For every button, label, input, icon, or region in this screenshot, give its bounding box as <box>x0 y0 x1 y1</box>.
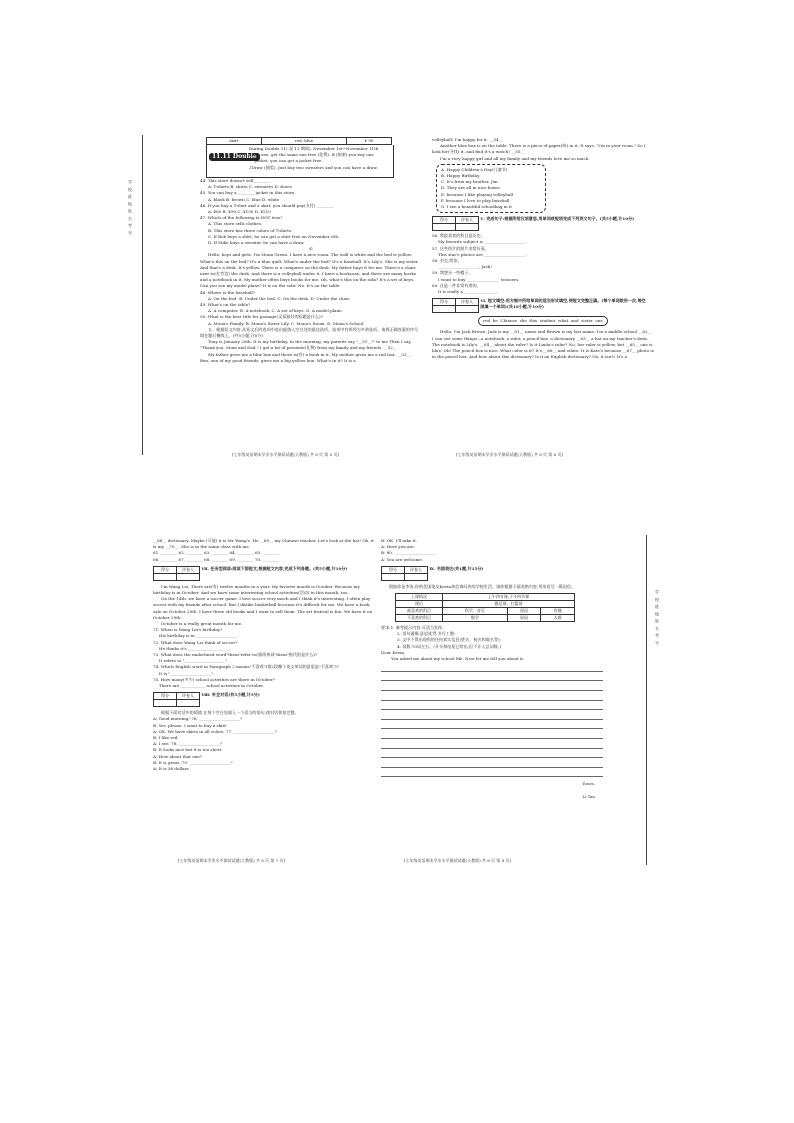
page-footer: [七年级英语期末学业水平测试试题(人教版) 共 8 页 第 8 页] <box>404 858 511 863</box>
grader-cell[interactable] <box>456 306 479 313</box>
dialog-line: B: I like red. <box>153 735 179 741</box>
table-cell: 最喜欢的科目 <box>396 608 443 615</box>
salutation: Dear Kevin, <box>381 649 406 655</box>
score-label: 得分 <box>433 299 456 306</box>
grader-label: 评卷人 <box>177 693 200 700</box>
writing-line[interactable] <box>381 710 603 720</box>
requirement-line: 要求:1. 参考提示内容,可适当发挥; <box>381 625 444 631</box>
paragraph: I'm a very happy girl and all my family and my friends love me so much. <box>440 155 590 161</box>
grader-label: 评卷人 <box>177 566 200 573</box>
cloze-passage: Tony is January 20th. It is my birthday. In the morning, my parents say "__51__!" to me Then I say, "Thank you, Mum and Dad." I get a lot of presents(礼物) from my family and my friends. __52__ <box>200 339 412 351</box>
answer-line[interactable]: His birthday is in ____________________. <box>159 633 239 639</box>
info-table <box>395 593 575 622</box>
option-line: C. If Bob buys a shirt, he can get a shirt free on November 6th. <box>208 233 340 239</box>
instructions: 假如你是李涛,你的美国笔友Kevin来信询问你的学校生活。请你根据下面表格内容,用英语写一篇回信。 <box>389 583 576 589</box>
section-header <box>432 216 654 231</box>
promo-badge: 11.11 Double <box>209 153 260 161</box>
question-line: 74. Which English word in Paragraph 2 means"不喜欢"(第2段哪个英文单词的意思是"不喜欢")? <box>153 664 339 670</box>
question-line: 48. Where is the baseball? <box>200 289 255 295</box>
section-title: Ⅶ. 任务型阅读:阅读下面短文,根据短文内容,完成下列各题。(共5小题,计10分) <box>201 565 348 571</box>
section-title: Ⅴ. 完成句子:根据所给汉语意思,用单词或短语完成下列英文句子。(共5小题,计10分) <box>480 216 635 222</box>
option-item: G. I see a beautiful schoolbag in it <box>441 204 512 210</box>
score-label: 得分 <box>154 693 177 700</box>
grader-cell[interactable] <box>177 700 200 707</box>
closing: Yours, <box>582 781 595 787</box>
grader-cell[interactable] <box>177 573 200 580</box>
table-cell: 上课情况 <box>396 594 443 601</box>
grader-cell[interactable] <box>456 224 479 231</box>
writing-line[interactable] <box>381 729 603 739</box>
paragraph: I'm Wang Lei. There are(有) twelve months in a year. My favorite month is October. Because my birthday is in October. And we have some interesting school activities(活动) in this month, too. <box>153 583 360 596</box>
binding-margin-label: 学 校 班 级 姓 名 考 号 <box>655 590 660 646</box>
opening-line: You asked me about my school life. Now let me tell you about it. <box>391 656 525 662</box>
item-line: 58. 杰克,给你。 <box>432 258 462 264</box>
question-line: 72. What does Wang Lei think of soccer? <box>153 639 238 645</box>
promo-line: During Double 11( 双 11 期间), November 1st~November 11th <box>249 146 379 151</box>
table-cell: 课后 <box>396 601 443 608</box>
answer-line[interactable]: It is "____________________". <box>159 670 215 676</box>
question-line: 46. If you buy a T-shirt and a skirt, you should pay(支付) ________. <box>200 202 335 208</box>
option-item: E. because I like playing volleyball <box>441 191 513 197</box>
dialog-line: A: Here you are. <box>381 544 416 550</box>
section-header <box>381 566 609 581</box>
dialog-line[interactable]: A: I see. 78. ____________________? <box>153 741 223 747</box>
answer-line[interactable]: It refers to "____________________". <box>159 658 229 664</box>
page-6 <box>432 137 654 447</box>
score-cell[interactable] <box>433 224 456 231</box>
writing-line[interactable] <box>381 758 603 768</box>
answer-line[interactable]: There are ____________ school activities in October. <box>159 683 264 689</box>
page-footer: [七年级英语期末学业水平测试试题(人教版) 共 8 页 第 5 页] <box>232 452 339 457</box>
writing-line[interactable] <box>381 749 603 759</box>
dialog-line: B: It looks nice but it is too short. <box>153 747 223 753</box>
table-cell: 踢足球、打篮球 <box>443 601 575 608</box>
page-8 <box>381 538 609 856</box>
answer-line[interactable]: ____________________, Jack! <box>438 264 493 270</box>
table-cell: 太难 <box>541 615 575 622</box>
score-cell[interactable] <box>154 573 177 580</box>
table-cell: red, blue <box>262 138 347 145</box>
table-cell: 不喜欢的科目 <box>396 615 443 622</box>
text-line: __68__ dictionary. Maybe (可能) it is Mr Wang's. He __69__ my Chinese teacher. Let's look at the hat! Oh, it is my __70__. She is in the same class with me. <box>153 538 374 550</box>
section-header <box>153 692 375 707</box>
passage-c: Hello, boys and girls. I'm Mona Green. I have a nice room. The wall is white and the bed is yellow. What's this on the bed? It's a blue quilt. What's under the bed? It's a baseball. It's Lily's. She is my sister. And that's a desk. It's yellow. There is a computer on the desk. My father buys it for me. There's a chair next to(在旁边) the desk. And there is a volleyball under it. I have a bookcase, and there are many books and a notebook in it. My mother often buys books for me. Oh, what's this on the sofa? It's a set of keys. Can you see my model plane? It is on the sofa! No. It's on the table. <box>200 252 419 289</box>
page-5 <box>200 137 422 447</box>
table-cell: 原因 <box>507 608 541 615</box>
option-line: A. A computer. B. A notebook. C. A set of keys. D. A model plane. <box>208 308 343 314</box>
writing-line[interactable] <box>381 662 603 672</box>
answer-line[interactable]: He thinks it's ____________________. <box>159 645 231 651</box>
option-item: A. Happy Children's Day(儿童节) <box>441 166 508 172</box>
paragraph: On the 14th, we have a soccer game. I love soccer very much and I think it's interesting. I often play soccer with my friends after school. But I dislike basketball because it's difficult for me. We have a book sale on October 20th. I have three old books and I want to sell them. The art festival is fun. We have it on October 29th. <box>153 596 373 620</box>
writing-line[interactable] <box>381 681 603 691</box>
page-footer: [七年级英语期末学业水平测试试题(人教版) 共 8 页 第 6 页] <box>456 452 563 457</box>
option-line: A. This store sells clothes. <box>208 221 263 227</box>
cloze-passage: My father gives me a blue box and there is(有) a book in it. My mother gives me a red box. __53__. Ben, one of my good friends, gives me a big yellow box. What's in it? It is a <box>200 351 412 363</box>
writing-line[interactable] <box>381 672 603 682</box>
option-item: F. because I love to play baseball <box>441 197 510 203</box>
score-label: 得分 <box>433 217 456 224</box>
question-line: 75. How many(多少) school activities are there in October? <box>153 676 275 682</box>
page-footer: [七年级英语期末学业水平测试试题(人教版) 共 8 页 第 7 页] <box>178 858 285 863</box>
option-item: B. Happy Birthday <box>441 173 480 179</box>
table-cell: 原因 <box>507 615 541 622</box>
option-line: A. Mona's Family. B. Mona's Sister Lily. C. Mona's Room. D. Mona's School. <box>208 320 365 326</box>
table-cell: 上午四节课;下午四节课 <box>443 594 575 601</box>
item-line: 57. 这些图片的照片非常好看。 <box>432 245 489 251</box>
answer-row[interactable]: 61. ________ 62. ________ 63. ________ 64. ________ 65. ________ <box>153 550 280 556</box>
item-line: 56. 我最喜欢的科目是历史。 <box>432 233 485 239</box>
answer-line[interactable]: I want to buy ________________ trousers. <box>438 276 520 282</box>
writing-line[interactable] <box>381 701 603 711</box>
question-line: 47. Which of the following is NOT true? <box>200 215 283 221</box>
table-cell: skirt <box>207 138 262 145</box>
answer-line[interactable]: This star's photos are ____________________. <box>438 251 527 257</box>
dialog-line: B: Yes, please. I want to buy a skirt. <box>153 722 228 728</box>
option-line: D. If Mike buys a sweater, he can have a draw. <box>208 240 305 246</box>
option-line: A. T-shirts B. shirts C. sweaters D. shoes <box>208 184 292 190</box>
table-cell: 数学 <box>443 615 508 622</box>
paragraph: October is a really great month for me. <box>161 621 243 627</box>
dialog-line[interactable]: A: OK. We have skirts in all colors. 77. ____________________? <box>153 728 278 734</box>
writing-line[interactable] <box>381 739 603 749</box>
score-label: 得分 <box>382 566 405 573</box>
paragraph: Another blue box is on the table. There is a piece of paper(纸) in it. It says, "I'm in your room." So I look for(寻找) it, and find it's a watch! __55__ <box>432 143 646 155</box>
grader-label: 评卷人 <box>456 217 479 224</box>
writing-line[interactable] <box>381 720 603 730</box>
option-line: A. ¥60 B. ¥90 C. ¥150 D. ¥210 <box>208 209 271 215</box>
section-header <box>432 298 654 313</box>
score-box <box>381 566 428 581</box>
question-line: 45. You can buy a ________ jacket in this store. <box>200 190 296 196</box>
score-label: 得分 <box>154 566 177 573</box>
table-cell: 科学、音乐 <box>443 608 508 615</box>
item-line: 60. 这是一件非常有用的。 <box>432 282 481 288</box>
writing-area[interactable] <box>381 662 603 777</box>
dialog-line: A: How about that one? <box>153 753 202 759</box>
section-title: Ⅵ. 短文填空:用方框中所给单词的适当形式填空,使短文完整正确。(每个单词限用一次,每空限填一个单词)(共10小题,计10分) <box>480 298 646 310</box>
option-line: B. This store has three colors of T-shirts. <box>208 227 293 233</box>
question-line: 73. What does the underlined word"them"refer to(画线单词"them"指代的是什么)? <box>153 652 318 658</box>
passage: Hello, I'm Jack Brown. Jack is my __61__ name and Brown is my last name. I'm a middle school __62__. I can see some things—a notebook, a ruler, a pencil box, a dictionary __63__ a hat on my teacher's desk. The notebook is Lily's. __64__ about the ruler? Is it Linda's ruler? No, her ruler is yellow, but __65__ one is blue. Oh! The pencil box is nice. What color is it? It's __66__ and white. It is Kate's because __67__ photo is in the pencil box. And how about this dictionary? Is it an English dictionary? No, it isn't! It's a <box>432 329 654 360</box>
option-line: A. On the bed. B. Under the bed. C. On the desk. D. Under the chair. <box>208 295 351 301</box>
section-title: Ⅸ. 书面表达(共1题,计15分) <box>429 565 484 571</box>
product-table <box>206 137 392 145</box>
grader-label: 评卷人 <box>405 566 428 573</box>
answer-line[interactable]: My favorite subject is ____________________. <box>438 239 527 245</box>
score-cell[interactable] <box>154 700 177 707</box>
option-item: C. It's from my brother, Jim <box>441 179 498 185</box>
score-cell[interactable] <box>433 306 456 313</box>
binding-margin <box>142 135 143 455</box>
table-cell: 有趣 <box>541 608 575 615</box>
score-box <box>432 298 479 313</box>
cloze-instructions: 五、根据短文内容,从短文后的选项中选出能填入空白处的最佳选项。选项中有两项为多余选项。请将正确答案的序号填在题后横线上。(共5小题,计5分) <box>200 326 419 339</box>
binding-margin <box>646 535 647 865</box>
grader-cell[interactable] <box>405 573 428 580</box>
word-box: red be Chinese she this student what and sister one <box>478 316 608 326</box>
section-header <box>153 566 375 581</box>
dialog-line: B: OK. I'll take it. <box>381 538 417 543</box>
section-c-label: C <box>309 246 313 252</box>
text-line: volleyball! I'm happy for it. __54__ <box>432 137 503 142</box>
binding-margin-label: 学 校 班 级 姓 名 考 号 <box>128 180 133 236</box>
score-box <box>432 216 479 231</box>
writing-line[interactable] <box>381 768 603 778</box>
writing-line[interactable] <box>381 691 603 701</box>
requirement-line: 2. 语句通顺,意思连贯,书写工整; <box>397 631 456 637</box>
score-box <box>153 692 200 707</box>
instructions: 根据下面对话中的情境,在每个空白处填入一个适当的语句,使对话恢复完整。 <box>161 710 299 716</box>
dialog-line: A: It is 36 dollars. <box>153 766 190 772</box>
option-line: A. black B. brown C. blue D. white <box>208 196 280 202</box>
answer-row[interactable]: 66. ________ 67. ________ 68. ________ 69. ________ 70. ________ <box>153 556 280 562</box>
requirement-line: 4. 词数:70词左右。(开头和结尾已给出,但不计入总词数。) <box>397 643 502 649</box>
question-line: 71. When is Wang Lei's birthday? <box>153 627 223 633</box>
question-line: 50. What is the best title for passage(文章最好的标题是什么)? <box>200 314 323 320</box>
promo-block <box>206 145 394 178</box>
question-line: 49. What's on the table? <box>200 302 251 308</box>
question-line: 44. This store doesn't sell________. <box>200 178 271 183</box>
dialog-line: A: You are welcome. <box>381 556 424 562</box>
options-box <box>436 164 546 213</box>
score-box <box>153 566 200 581</box>
grader-label: 评卷人 <box>456 299 479 306</box>
section-title: Ⅷ. 补全对话(共5小题,计5分) <box>201 692 260 698</box>
requirement-line: 3. 文中不得出现你的任何真实信息(姓名、校名和地名等); <box>397 637 501 643</box>
dialog-line[interactable]: B: 80. ____________________. <box>381 550 437 556</box>
dialog-line[interactable]: B: It is great. 79. ____________________? <box>153 759 233 765</box>
page-7 <box>153 538 375 856</box>
signature: Li Tao <box>582 793 595 799</box>
promo-line: ♪Draw (抽奖). Just buy two sweaters and you can have a draw. <box>249 164 378 170</box>
promo-line: ♪Buy one, get the same one free (免费). If (如果) you buy one <box>249 152 374 158</box>
answer-line[interactable]: It is really a ________________. <box>438 289 499 295</box>
score-cell[interactable] <box>382 573 405 580</box>
option-item: D. They are all in nice boxes <box>441 185 500 191</box>
dialog-line[interactable]: A: Good morning! 76. ____________________? <box>153 716 243 722</box>
promo-line: jacket, you can get a jacket free. <box>255 158 323 164</box>
item-line: 59. 我想买一些帽子。 <box>432 270 473 276</box>
table-cell: ¥ 90 <box>347 138 392 145</box>
